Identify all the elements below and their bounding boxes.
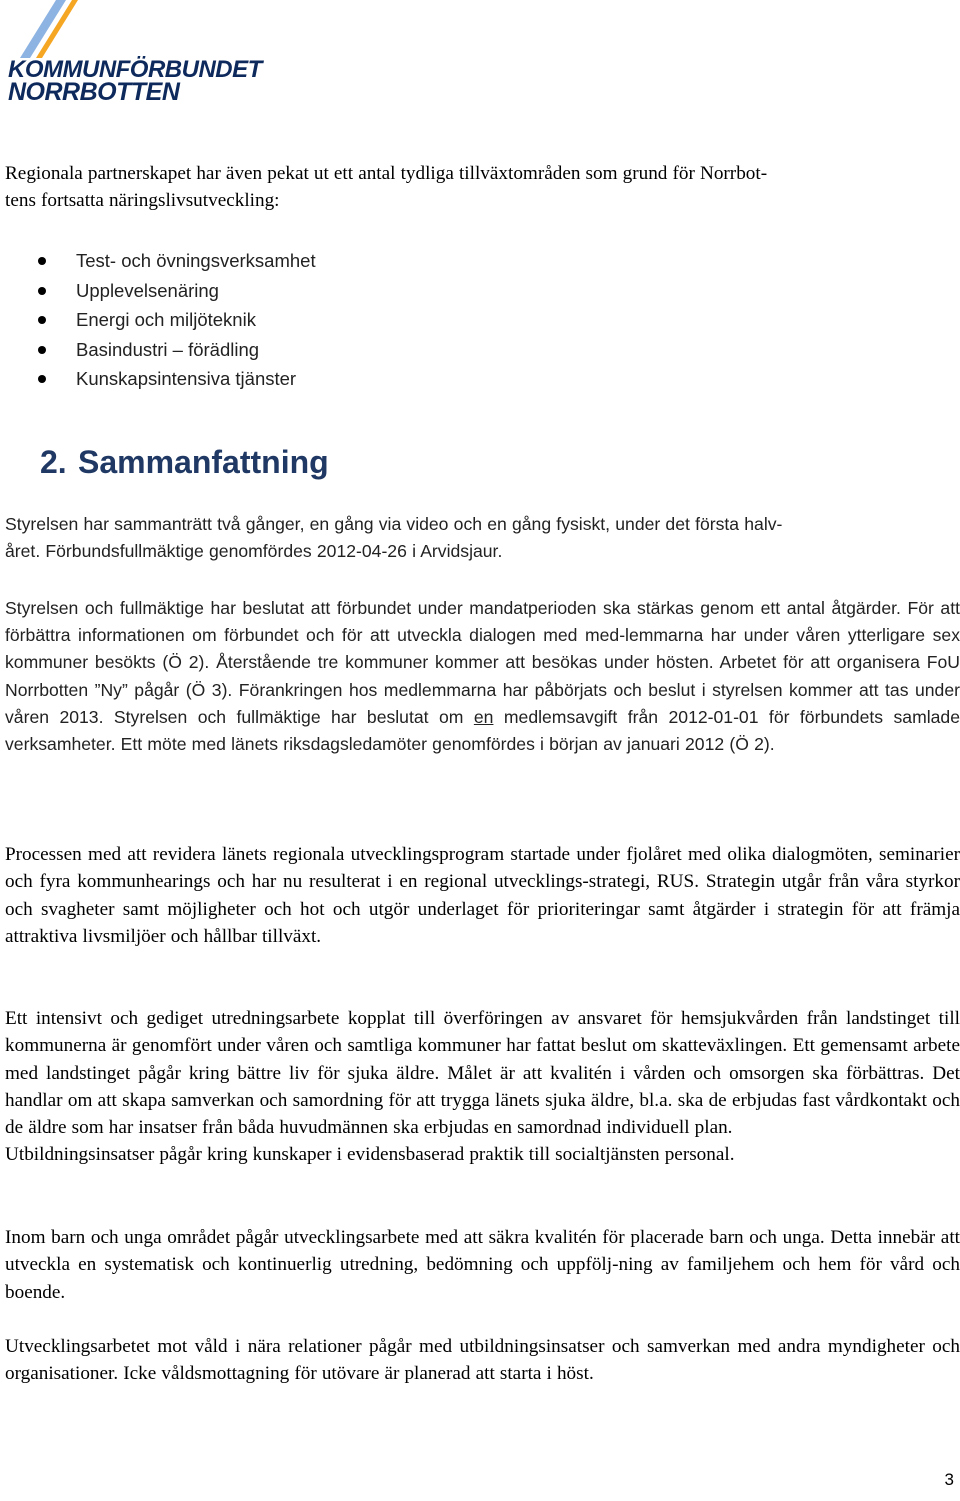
program-paragraph: Processen med att revidera länets regionala utvecklingsprogram startade under fjolåret med olika dialogmöten, seminarier och fyra kommunhearings och har nu resulterat i en regional utvecklings-strategi, RUS. Strategin utgår från våra styrkor och svagheter samt möjligheter och hot och utgör underlaget för prioriteringar samt åtgärder i strategin för att främja attraktiva livsmiljöer och hållbar tillväxt.: [5, 844, 960, 947]
board-paragraph: [5, 511, 960, 565]
intro-line-1: Regionala partnerskapet har även pekat ut ett antal tydliga tillväxtområden som grund för Norrbot-: [5, 163, 768, 184]
section-heading: [40, 438, 329, 486]
intro-line-2: tens fortsatta näringslivsutveckling:: [5, 190, 280, 212]
logo-text-line2: NORRBOTTEN: [8, 78, 180, 106]
page-number: 3: [944, 1470, 954, 1489]
children-paragraph: Inom barn och unga området pågår utvecklingsarbete med att säkra kvalitén för placerade barn och unga. Detta innebär att utveckla en systematisk och kontinuerlig utredning, bedömning och uppfölj-ning av familjehem och hem för vård och boende.: [5, 1227, 960, 1303]
violence-paragraph: Utvecklingsarbetet mot våld i nära relationer pågår med utbildningsinsatser och samverkan med andra myndigheter och organisationer. Icke våldsmottagning för utövare är planerad att starta i höst.: [5, 1336, 960, 1385]
list-item: Test- och övningsverksamhet: [38, 246, 316, 276]
strengthen-paragraph: Styrelsen och fullmäktige har beslutat att förbundet under mandatperioden ska stärkas genom ett antal åtgärder. För att förbättra informationen om förbundet och för att utveckla dialogen med med-lemmarna har under våren ytterligare sex kommuner besökts (Ö 2). Återstående tre kommuner kommer att besökas under hösten. Arbetet för att organisera FoU Norrbotten ”Ny” pågår (Ö 3). Förankringen hos medlemmarna har påbörjats och beslut i styrelsen kommer att tas under våren 2013. Styrelsen och fullmäktige har beslutat om en medlemsavgift från 2012-01-01 för förbundets samlade verksamheter. Ett möte med länets riksdagsledamöter genomfördes i början av januari 2012 (Ö 2).: [5, 598, 960, 755]
growth-area-list: [38, 246, 316, 394]
health-last-line: Utbildningsinsatser pågår kring kunskaper i evidensbaserad praktik till socialtjänsten personal.: [5, 1144, 735, 1166]
board-line-1: Styrelsen har sammanträtt två gånger, en gång via video och en gång fysiskt, under det första halv-: [5, 514, 783, 534]
section-title: Sammanfattning: [78, 444, 329, 480]
bullet-icon: [38, 257, 46, 265]
list-item: Basindustri – förädling: [38, 335, 316, 365]
section-number: 2.: [40, 444, 67, 480]
board-line-2: året. Förbundsfullmäktige genomfördes 2012-04-26 i Arvidsjaur.: [5, 541, 503, 561]
underlined-word: en: [473, 706, 494, 727]
list-item: Energi och miljöteknik: [38, 305, 316, 335]
logo-text-line1: KOMMUNFÖRBUNDET: [8, 56, 262, 83]
bullet-icon: [38, 375, 46, 383]
logo-stripes-icon: [6, 0, 106, 60]
list-item: Kunskapsintensiva tjänster: [38, 364, 316, 394]
intro-paragraph: [5, 160, 960, 215]
bullet-icon: [38, 287, 46, 295]
bullet-icon: [38, 346, 46, 354]
health-paragraph: Ett intensivt och gediget utredningsarbete kopplat till överföringen av ansvaret för hemsjukvården från landstinget till kommunerna är genomfört under våren och samtliga kommuner har fattat beslut om skatteväxlingen. Ett gemensamt arbete med landstinget pågår kring bättre liv för sjuka äldre. Målet är att kvalitén i vården och omsorgen ska förbättras. Det handlar om att skapa samverkan och samordning för att trygga länets sjuka äldre, bl.a. ska de erbjudas fast vårdkontakt och de äldre som har insatser från båda huvudmännen ska erbjudas en samordnad individuell plan. Utbildningsinsatser pågår kring kunskaper i evidensbaserad praktik till socialtjänsten personal.: [5, 1008, 960, 1166]
list-item: Upplevelsenäring: [38, 276, 316, 306]
kommunforbundet-logo: [6, 0, 262, 108]
bullet-icon: [38, 316, 46, 324]
